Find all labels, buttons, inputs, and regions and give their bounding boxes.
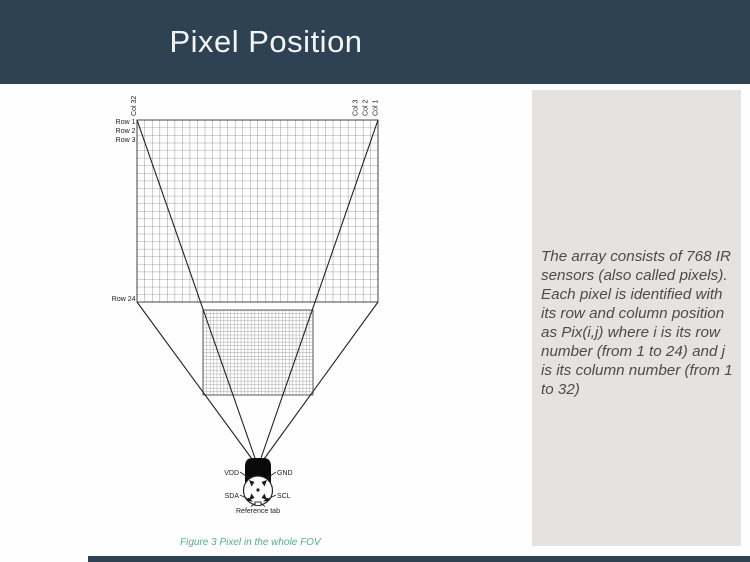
- reference-tab-label: Reference tab: [236, 508, 280, 515]
- col-32-label: Col 32: [131, 95, 138, 116]
- footer-accent-bar: [88, 556, 750, 562]
- row-1-label: Row 1: [115, 119, 136, 126]
- row-24-label: Row 24: [111, 296, 136, 303]
- slide-title: Pixel Position: [169, 24, 363, 59]
- figure-caption: Figure 3 Pixel in the whole FOV: [180, 537, 321, 548]
- sda-pin-label: SDA: [224, 493, 239, 500]
- sidebar-text-panel: [532, 90, 741, 546]
- vdd-pin-label: VDD: [224, 470, 239, 477]
- slide-header: [0, 0, 750, 84]
- col-3-label: Col 3: [352, 99, 360, 116]
- row-3-label: Row 3: [115, 137, 136, 144]
- col-1-label: Col 1: [372, 99, 380, 116]
- row-2-label: Row 2: [115, 128, 136, 135]
- scl-pin-label: SCL: [277, 493, 291, 500]
- projected-pixel-grid: [203, 310, 313, 395]
- sidebar-paragraph: The array consists of 768 IR sensors (also called pixels). Each pixel is identified with its row and column position as Pix(i,j) where i is its row number (from 1 to 24) and j is its column number (from 1 to 32): [541, 248, 733, 398]
- gnd-pin-label: GND: [277, 470, 293, 477]
- fov-diagram: [80, 85, 480, 525]
- col-2-label: Col 2: [362, 99, 370, 116]
- reference-tab-notch: [255, 502, 261, 506]
- sensor-array-grid: [137, 120, 378, 302]
